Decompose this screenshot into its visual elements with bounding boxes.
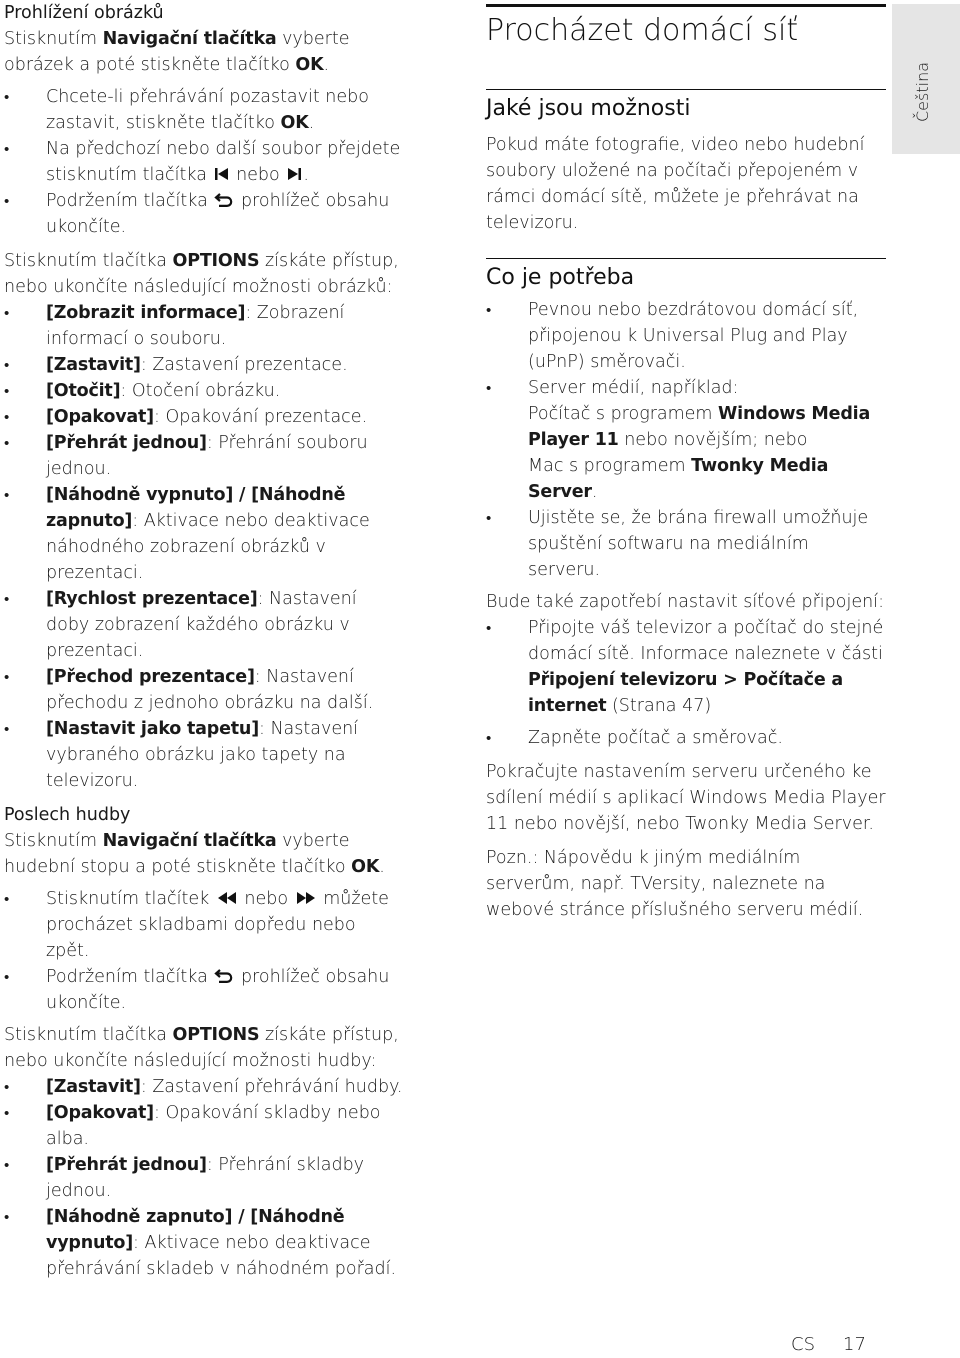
back-icon	[213, 191, 235, 211]
music-options-intro	[4, 1022, 404, 1074]
list-item	[4, 84, 404, 136]
exit-text-end: prohlížeč obsahu ukončíte.	[46, 967, 390, 1013]
option-description: : Zobrazení informací o souboru.	[46, 303, 345, 349]
list-item	[4, 378, 404, 404]
option-description: : Nastavení doby zobrazení každého obrázku v prezentaci.	[46, 589, 357, 661]
option-key: [Rychlost prezentace]	[46, 589, 258, 609]
photo-intro-ok: OK	[295, 55, 324, 75]
left-column	[4, 0, 404, 1282]
skip-previous-icon	[213, 165, 231, 185]
list-item	[4, 1100, 404, 1152]
option-key: [Opakovat]	[46, 1103, 154, 1123]
exit-text: Podržením tlačítka	[46, 191, 214, 211]
page-title: Procházet domácí síť	[486, 4, 886, 51]
option-key: [Náhodně zapnuto] / [Náhodně vypnuto]	[46, 1207, 345, 1253]
option-description: : Aktivace nebo deaktivace náhodného zobrazení obrázků v prezentaci.	[46, 511, 370, 583]
exit-text-end: prohlížeč obsahu ukončíte.	[46, 191, 390, 237]
music-options-text-2: získáte přístup, nebo ukončíte následující možnosti hudby:	[4, 1025, 399, 1071]
photo-intro-nav: Navigační tlačítka	[102, 29, 277, 49]
skip-text: Na předchozí nebo další soubor přejdete stisknutím tlačítka	[46, 139, 401, 185]
music-intro	[4, 828, 404, 880]
list-item: • Ujistěte se, že brána firewall umožňuje spuštění softwaru na mediálním serveru.	[486, 505, 886, 583]
option-key: [Opakovat]	[46, 407, 154, 427]
list-item	[4, 1204, 404, 1282]
music-options-key: OPTIONS	[172, 1025, 260, 1045]
server-wmp: Windows Media Player 11	[528, 404, 871, 450]
list-item	[4, 300, 404, 352]
list-item	[4, 964, 404, 1016]
option-description: : Opakování skladby nebo alba.	[46, 1103, 381, 1149]
list-item	[4, 1152, 404, 1204]
photo-intro-text-3: .	[323, 55, 330, 75]
option-description: : Aktivace nebo deaktivace přehrávání skladeb v náhodném pořadí.	[46, 1233, 397, 1279]
connect-intro: Bude také zapotřebí nastavit síťové připojení:	[486, 592, 884, 612]
connect-section-link[interactable]: Připojení televizoru > Počítače a internet	[528, 670, 844, 716]
rewind-icon	[215, 889, 239, 909]
music-bullets	[4, 886, 404, 1016]
list-item	[4, 664, 404, 716]
photo-bullets	[4, 84, 404, 240]
pause-text-end: .	[308, 113, 315, 133]
server-mac-end: .	[591, 482, 598, 502]
connect-list	[486, 615, 886, 751]
photo-heading: Prohlížení obrázků	[4, 3, 164, 23]
option-key: [Náhodně vypnuto] / [Náhodně zapnuto]	[46, 485, 346, 531]
list-item: • Pevnou nebo bezdrátovou domácí síť, připojenou k Universal Plug and Play (uPnP) směrovači.	[486, 297, 886, 375]
option-key: [Nastavit jako tapetu]	[46, 719, 259, 739]
photo-intro	[4, 26, 404, 78]
option-description: : Přehrání skladby jednou.	[46, 1155, 365, 1201]
option-key: [Zastavit]	[46, 1077, 141, 1097]
music-heading: Poslech hudby	[4, 805, 131, 825]
photo-intro-text-1: Stisknutím	[4, 29, 103, 49]
list-item	[4, 352, 404, 378]
music-intro-text-1: Stisknutím	[4, 831, 103, 851]
music-intro-text-3: .	[379, 857, 385, 877]
ok-key: OK	[280, 113, 309, 133]
list-item	[4, 482, 404, 586]
server-mac-text: Mac s programem	[528, 456, 692, 476]
server-pc-end: nebo novějším; nebo	[618, 430, 808, 450]
need-heading: Co je potřeba	[486, 258, 886, 293]
footer-lang: CS	[791, 1334, 815, 1355]
list-item	[4, 586, 404, 664]
list-item	[4, 716, 404, 794]
options-text-2: získáte přístup, nebo ukončíte následující možnosti obrázků:	[4, 251, 399, 297]
connect-text: Připojte váš televizor a počítač do stejné domácí sítě. Informace naleznete v části	[528, 618, 884, 664]
pause-text: Chcete-li přehrávání pozastavit nebo zastavit, stiskněte tlačítko	[46, 87, 369, 133]
photo-intro-text-2: vyberte obrázek a poté stiskněte tlačítko	[4, 29, 350, 75]
music-options-text-1: Stisknutím tlačítka	[4, 1025, 173, 1045]
need-list	[486, 297, 886, 583]
option-key: [Přehrát jednou]	[46, 1155, 207, 1175]
option-description: : Zastavení přehrávání hudby.	[140, 1077, 403, 1097]
server-pc-text: Počítač s programem	[528, 404, 719, 424]
skip-next-icon	[285, 165, 303, 185]
seek-or: nebo	[238, 889, 294, 909]
options-heading: Jaké jsou možnosti	[486, 89, 886, 124]
list-item	[486, 375, 886, 505]
option-description: : Opakování prezentace.	[153, 407, 368, 427]
right-column	[486, 4, 886, 923]
list-item	[4, 136, 404, 188]
skip-or: nebo	[230, 165, 286, 185]
exit-text: Podržením tlačítka	[46, 967, 214, 987]
note-text: Pozn.: Nápovědu k jiným mediálním serverům, např. TVersity, naleznete na webové stránce příslušného serveru médií.	[486, 848, 864, 920]
option-description: : Nastavení vybraného obrázku jako tapety na televizoru.	[46, 719, 359, 791]
continue-text: Pokračujte nastavením serveru určeného ke sdílení médií s aplikací Windows Media Player 11 nebo novější, nebo Twonky Media Server.	[486, 762, 886, 834]
photo-options-list	[4, 300, 404, 794]
option-description: : Přehrání souboru jednou.	[46, 433, 368, 479]
option-key: [Přehrát jednou]	[46, 433, 207, 453]
page-footer	[791, 1332, 866, 1358]
list-item	[4, 404, 404, 430]
option-description: : Zastavení prezentace.	[140, 355, 348, 375]
option-key: [Otočit]	[46, 381, 121, 401]
connect-page-ref: (Strana 47)	[606, 696, 712, 716]
list-item	[4, 1074, 404, 1100]
music-intro-nav: Navigační tlačítka	[102, 831, 277, 851]
language-label: Čeština	[913, 61, 932, 122]
options-text: Pokud máte fotografie, video nebo hudební soubory uložené na počítači přepojeném v rámci domácí sítě, můžete je přehrávat na televizoru.	[486, 135, 865, 233]
list-item: • Zapněte počítač a směrovač.	[486, 725, 886, 751]
music-intro-ok: OK	[351, 857, 380, 877]
list-item	[4, 188, 404, 240]
seek-end: můžete procházet skladbami dopředu nebo zpět.	[46, 889, 389, 961]
server-twonky: Twonky Media Server	[528, 456, 829, 502]
option-description: : Nastavení přechodu z jednoho obrázku na další.	[46, 667, 374, 713]
seek-text: Stisknutím tlačítek	[46, 889, 215, 909]
list-item	[4, 886, 404, 964]
list-item	[486, 615, 886, 719]
server-text: Server médií, například:	[528, 378, 739, 398]
list-item	[4, 430, 404, 482]
option-key: [Zastavit]	[46, 355, 141, 375]
music-options-list	[4, 1074, 404, 1282]
option-key: [Přechod prezentace]	[46, 667, 255, 687]
options-text-1: Stisknutím tlačítka	[4, 251, 173, 271]
language-tab	[892, 4, 960, 154]
back-icon	[213, 967, 235, 987]
skip-end: .	[303, 165, 309, 185]
photo-options-intro	[4, 248, 404, 300]
option-key: [Zobrazit informace]	[46, 303, 246, 323]
fast-forward-icon	[294, 889, 318, 909]
options-key: OPTIONS	[172, 251, 260, 271]
page-number: 17	[843, 1334, 866, 1355]
option-description: : Otočení obrázku.	[120, 381, 281, 401]
music-intro-text-2: vyberte hudební stopu a poté stiskněte tlačítko	[4, 831, 352, 877]
